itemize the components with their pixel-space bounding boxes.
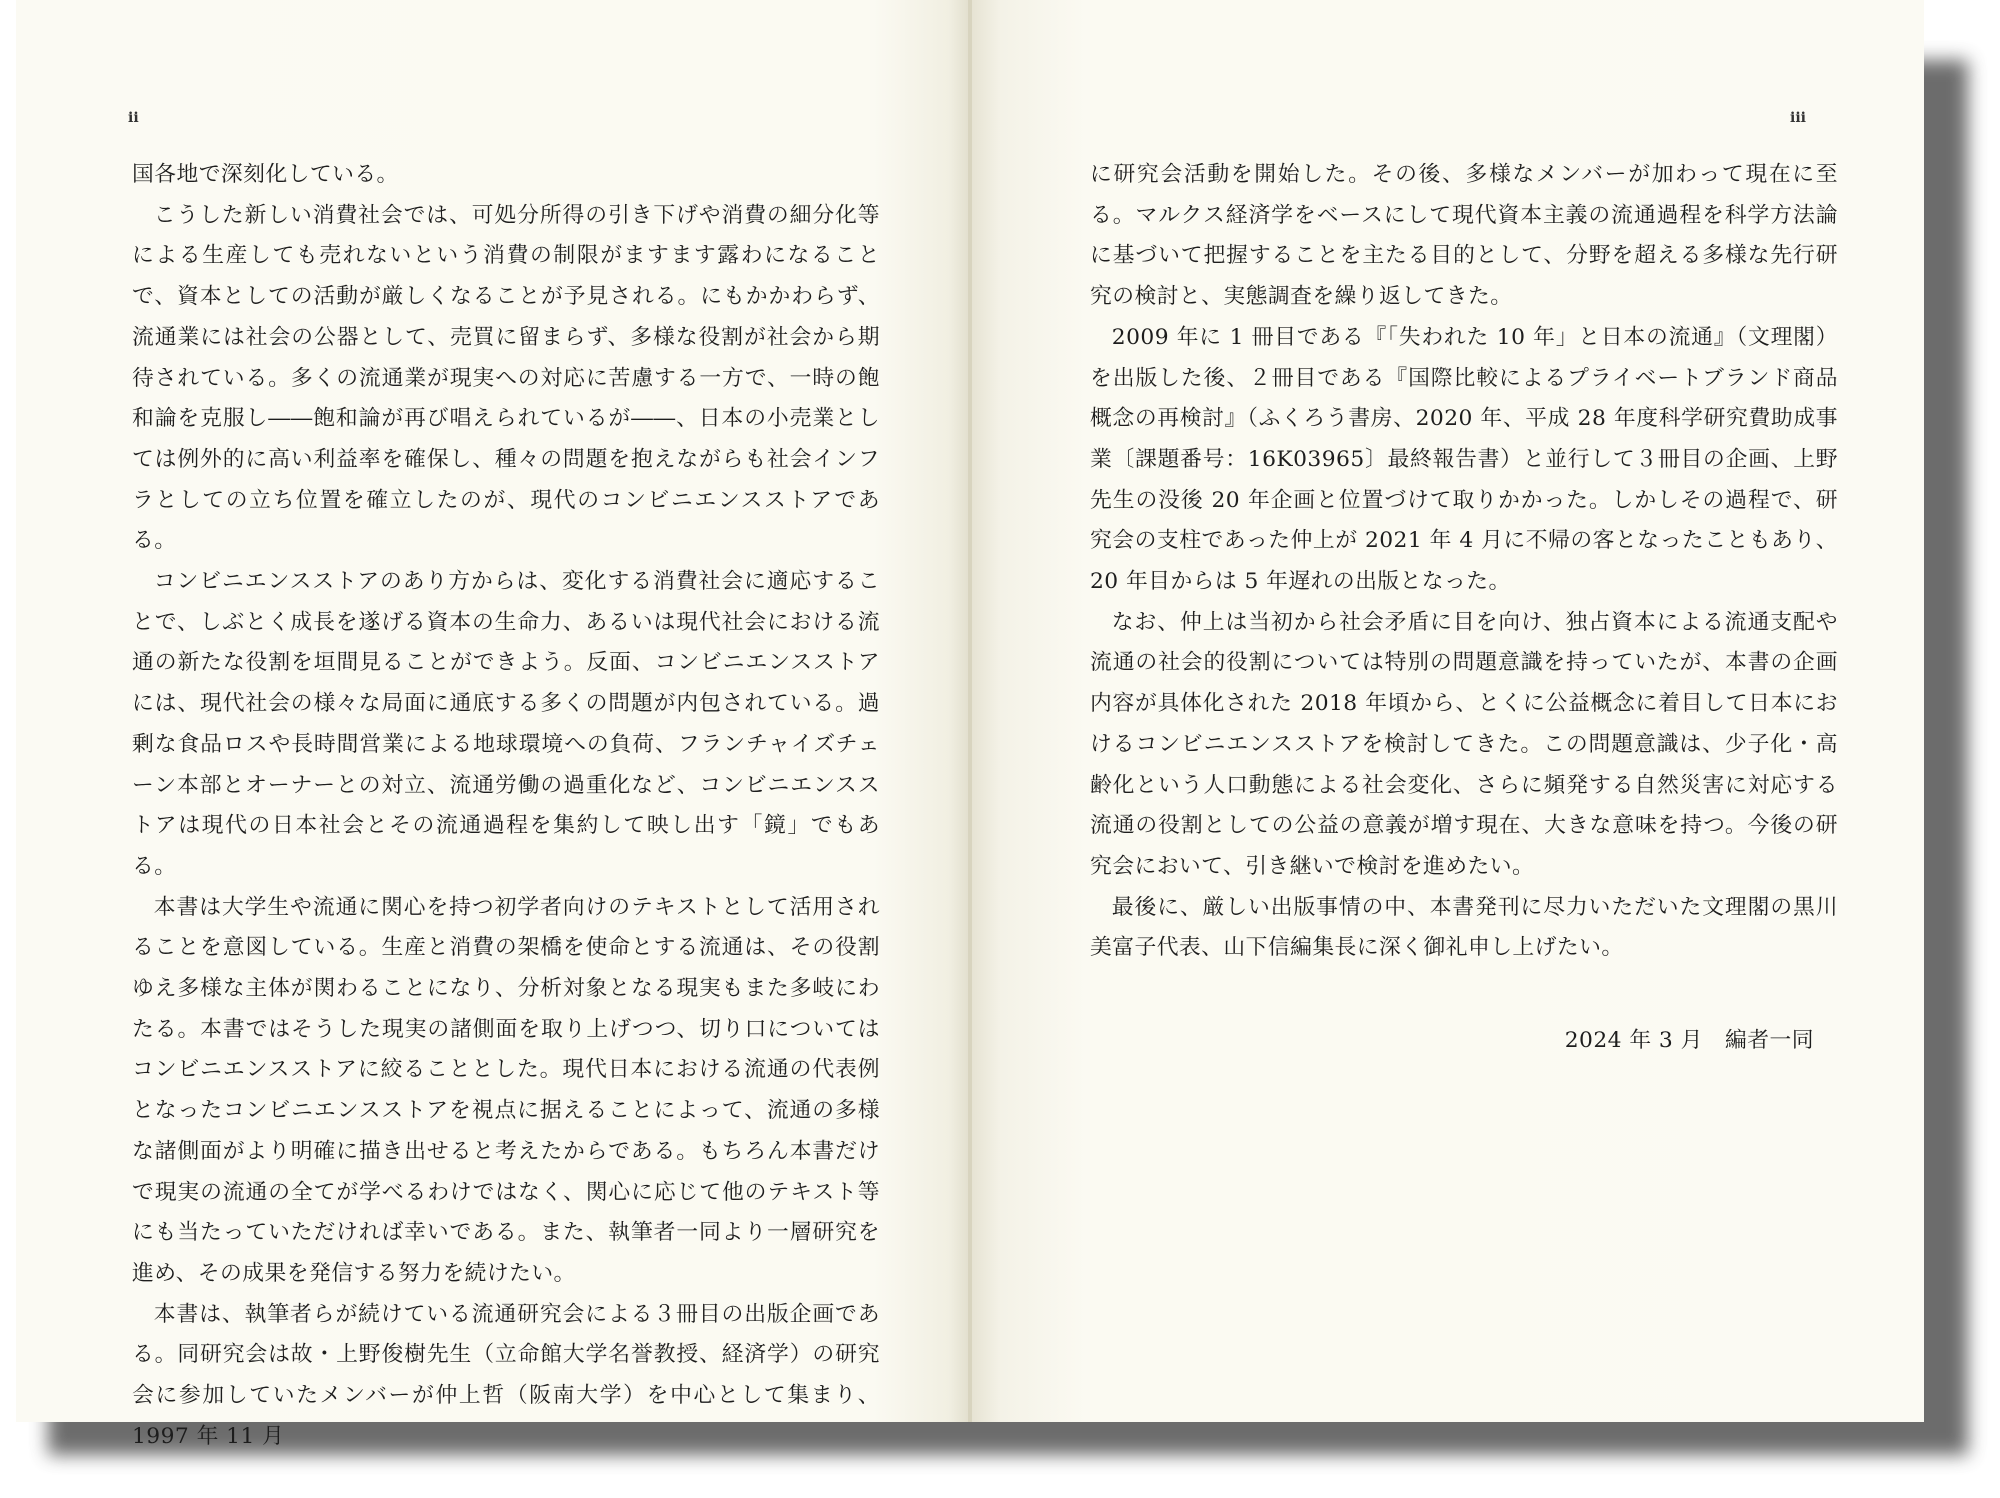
- paragraph: コンビニエンスストアのあり方からは、変化する消費社会に適応することで、しぶとく成長を遂げる資本の生命力、あるいは現代社会における流通の新たな役割を垣間見ることができよう。反面、コンビニエンスストアには、現代社会の様々な局面に通底する多くの問題が内包されている。過剰な食品ロスや長時間営業による地球環境への負荷、フランチャイズチェーン本部とオーナーとの対立、流通労働の過重化など、コンビニエンスストアは現代の日本社会とその流通過程を集約して映し出す「鏡」でもある。: [132, 569, 880, 879]
- paragraph: なお、仲上は当初から社会矛盾に目を向け、独占資本による流通支配や流通の社会的役割については特別の問題意識を持っていたが、本書の企画内容が具体化された 2018 年頃から、とくに公益概念に着目して日本におけるコンビニエンスストアを検討してきた。この問題意識は、少子化・高齢化という人口動態による社会変化、さらに頻発する自然災害に対応する流通の役割としての公益の意義が増す現在、大きな意味を持つ。今後の研究会において、引き継いで検討を進めたい。: [1090, 609, 1838, 879]
- open-book-spread: [16, 0, 1924, 1449]
- paragraph: 本書は、執筆者らが続けている流通研究会による３冊目の出版企画である。同研究会は故・上野俊樹先生（立命館大学名誉教授、経済学）の研究会に参加していたメンバーが仲上哲（阪南大学）を中心として集まり、1997 年 11 月: [132, 1301, 880, 1449]
- left-page-body: [132, 155, 880, 1458]
- right-page-body: [1090, 155, 1838, 969]
- page-number-left: ii: [128, 110, 139, 126]
- paragraph: こうした新しい消費社会では、可処分所得の引き下げや消費の細分化等による生産しても売れないという消費の制限がますます露わになることで、資本としての活動が厳しくなることが予見される。にもかかわらず、流通業には社会の公器として、売買に留まらず、多様な役割が社会から期待されている。多くの流通業が現実への対応に苦慮する一方で、一時の飽和論を克服し――飽和論が再び唱えられているが――、日本の小売業としては例外的に高い利益率を確保し、種々の問題を抱えながらも社会インフラとしての立ち位置を確立したのが、現代のコンビニエンスストアである。: [132, 202, 880, 554]
- right-page: [972, 0, 1924, 1422]
- signature-line: 2024 年 3 月 編者一同: [1564, 1028, 1814, 1053]
- paragraph: 最後に、厳しい出版事情の中、本書発刊に尽力いただいた文理閣の黒川美富子代表、山下信編集長に深く御礼申し上げたい。: [1090, 894, 1838, 961]
- page-number-right: iii: [1790, 110, 1806, 126]
- left-page: [16, 0, 968, 1449]
- paragraph: に研究会活動を開始した。その後、多様なメンバーが加わって現在に至る。マルクス経済学をベースにして現代資本主義の流通過程を科学方法論に基づいて把握することを主たる目的として、分野を超える多様な先行研究の検討と、実態調査を繰り返してきた。: [1090, 162, 1838, 310]
- paragraph: 本書は大学生や流通に関心を持つ初学者向けのテキストとして活用されることを意図している。生産と消費の架橋を使命とする流通は、その役割ゆえ多様な主体が関わることになり、分析対象となる現実もまた多岐にわたる。本書ではそうした現実の諸側面を取り上げつつ、切り口についてはコンビニエンスストアに絞ることとした。現代日本における流通の代表例となったコンビニエンスストアを視点に据えることによって、流通の多様な諸側面がより明確に描き出せると考えたからである。もちろん本書だけで現実の流通の全てが学べるわけではなく、関心に応じて他のテキスト等にも当たっていただければ幸いである。また、執筆者一同より一層研究を進め、その成果を発信する努力を続けたい。: [132, 894, 880, 1286]
- paragraph: 国各地で深刻化している。: [132, 162, 399, 187]
- paragraph: 2009 年に 1 冊目である『「失われた 10 年」と日本の流通』（文理閣）を出版した後、２冊目である『国際比較によるプライベートブランド商品概念の再検討』（ふくろう書房、2020 年、平成 28 年度科学研究費助成事業〔課題番号：16K03965〕最終報告書）と並行して３冊目の企画、上野先生の没後 20 年企画と位置づけて取りかかった。しかしその過程で、研究会の支柱であった仲上が 2021 年 4 月に不帰の客となったこともあり、20 年目からは 5 年遅れの出版となった。: [1090, 324, 1838, 595]
